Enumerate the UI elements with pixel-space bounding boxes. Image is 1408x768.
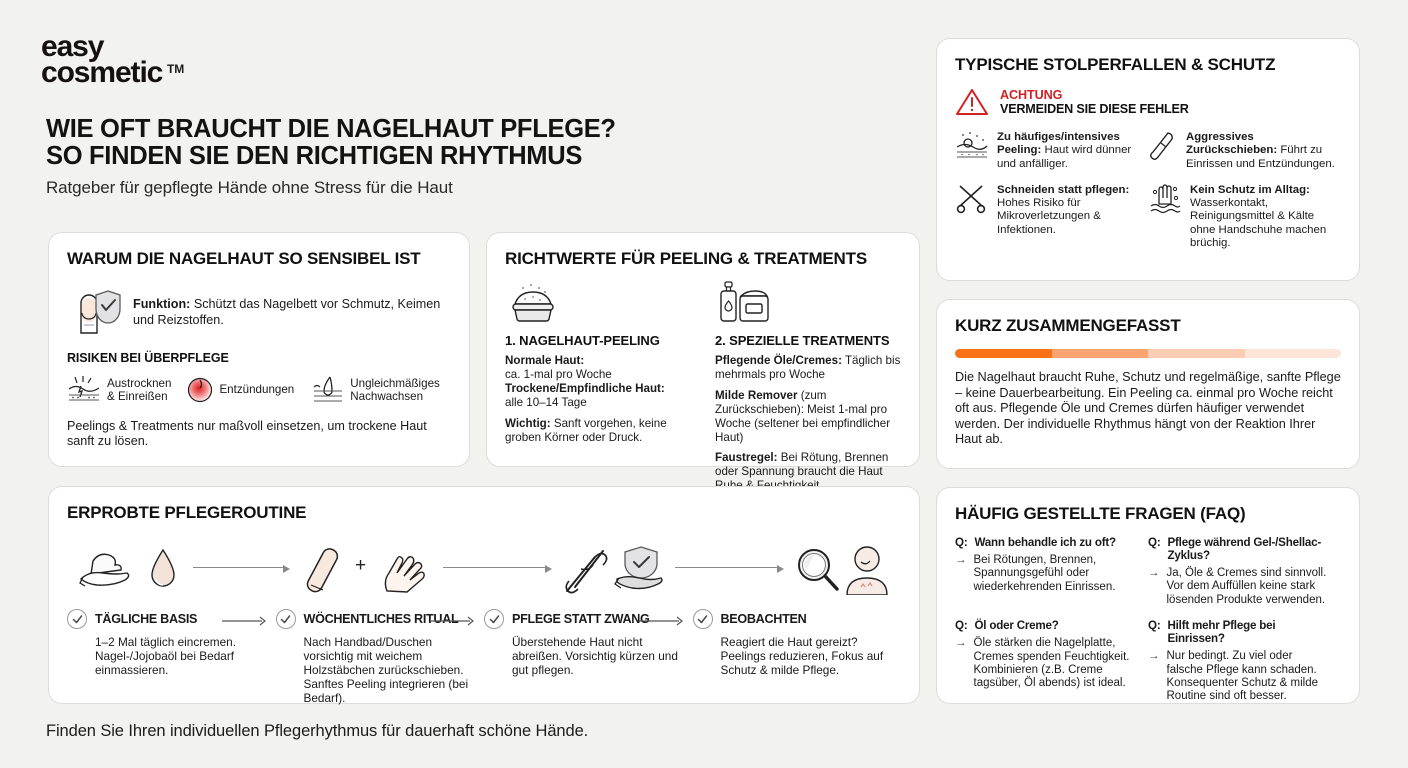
scrub-jar-icon: [505, 279, 691, 323]
card-title-why-sensitive: WARUM DIE NAGELHAUT SO SENSIBEL IST: [67, 249, 421, 268]
risk-label: Entzündungen: [219, 383, 295, 397]
warning-title: ACHTUNG: [1000, 88, 1063, 102]
pitfall-item: [955, 131, 1148, 171]
gradient-segment-4: [1245, 349, 1342, 358]
function-description: Schützt das Nagelbett vor Schmutz, Keimen und Reizstoffen.: [133, 297, 441, 327]
risk-item: [67, 375, 171, 405]
gradient-segment-1: [955, 349, 1052, 358]
check-icon: [67, 609, 87, 629]
routine-step-body: Nach Handbad/Duschen vorsichtig mit weichem Holzstäbchen zurückschieben. Sanftes Peeling integrieren (bei Bedarf).: [303, 635, 469, 705]
check-icon: [693, 609, 713, 629]
risk-item: [187, 377, 294, 403]
brand-logo: [41, 30, 185, 89]
faq-item: [955, 536, 1148, 607]
cream-on-hand-icon: [77, 549, 139, 595]
brand-line-1: easy: [41, 30, 104, 63]
function-text: [133, 283, 451, 328]
plus-sign: +: [355, 555, 367, 576]
risk-label: Austrocknen & Einreißen: [107, 376, 172, 403]
pitfall-text: Aggressives Zurückschieben: Führt zu Einrissen und Entzündungen.: [1186, 131, 1335, 170]
faq-q-marker: Q:: [955, 536, 968, 549]
routine-step-title: WÖCHENTLICHES RITUAL: [303, 612, 459, 626]
check-icon: [484, 609, 504, 629]
routine-arrow-3: [675, 567, 779, 568]
faq-answer: → Ja, Öle & Cremes sind sinnvoll. Vor dem Auffüllen keine stark lösenden Produkte verwenden.: [1148, 567, 1327, 606]
faq-q-marker: Q:: [1148, 536, 1161, 549]
trademark-symbol: TM: [166, 62, 185, 76]
risk-label: Ungleichmäßiges Nachwachsen: [350, 376, 440, 403]
routine-steps: [67, 609, 901, 705]
warning-subtitle: VERMEIDEN SIE DIESE FEHLER: [1000, 102, 1189, 116]
faq-item: [1148, 536, 1341, 607]
card-guideline-values: [486, 232, 920, 479]
function-label: Funktion:: [133, 297, 191, 311]
routine-step: [67, 609, 276, 705]
scissors-icon: [955, 184, 989, 250]
routine-step-body: Überstehende Haut nicht abreißen. Vorsichtig kürzen und gut pflegen.: [512, 635, 678, 677]
routine-step: [484, 609, 693, 705]
faq-a-marker: →: [1148, 567, 1160, 579]
risks-heading: RISIKEN BEI ÜBERPFLEGE: [67, 351, 229, 365]
pitfall-text: Zu häufiges/intensives Peeling: Haut wird dünner und anfälliger.: [997, 131, 1132, 170]
faq-item: [1148, 619, 1341, 704]
gradient-segment-3: [1148, 349, 1245, 358]
summary-text: Die Nagelhaut braucht Ruhe, Schutz und regelmäßige, sanfte Pflege – keine Dauerbearbeitung. Ein Peeling ca. einmal pro Woche reicht oft aus. Pflegende Öle und Cremes dürfen häufiger verwendet werden. Der individuelle Rhythmus hängt von der Reaktion Ihrer Haut ab.: [955, 370, 1341, 447]
uneven-regrowth-icon: [310, 375, 344, 405]
page-subtitle: Ratgeber für gepflegte Hände ohne Stress für die Haut: [46, 178, 453, 197]
faq-q-marker: Q:: [955, 619, 968, 633]
faq-a-marker: →: [955, 554, 967, 566]
card-title-guideline-values: RICHTWERTE FÜR PEELING & TREATMENTS: [505, 249, 867, 268]
routine-arrow-head-2: [545, 565, 552, 573]
faq-question: Q: Öl oder Creme?: [955, 619, 1059, 633]
faq-a-marker: →: [955, 637, 967, 650]
faq-question: Q: Pflege während Gel-/Shellac-Zyklus?: [1148, 536, 1322, 562]
routine-step-title: PFLEGE STATT ZWANG: [512, 612, 650, 626]
routine-step: [276, 609, 485, 705]
title-line-1: WIE OFT BRAUCHT DIE NAGELHAUT PFLEGE?: [46, 115, 616, 143]
guideline-heading-2: 2. SPEZIELLE TREATMENTS: [715, 333, 890, 348]
pitfall-item: [1148, 184, 1341, 250]
faq-a-marker: →: [1148, 650, 1160, 663]
routine-step: [693, 609, 902, 705]
nail-clipper-icon: [561, 545, 615, 595]
guideline-tip-1: Wichtig: Sanft vorgehen, keine groben Körner oder Druck.: [505, 416, 667, 444]
faq-grid: [955, 536, 1341, 716]
card-care-routine: [48, 486, 920, 704]
title-line-2: SO FINDEN SIE DEN RICHTIGEN RHYTHMUS: [46, 141, 583, 170]
brand-line-2: cosmetic: [41, 56, 163, 89]
inflammation-icon: [187, 377, 213, 403]
function-row: [67, 283, 451, 335]
card-title-summary: KURZ ZUSAMMENGEFASST: [955, 316, 1181, 335]
hand-water-icon: [1148, 184, 1182, 250]
guideline-column-peeling: [505, 279, 691, 500]
gradient-segment-2: [1052, 349, 1149, 358]
faq-question: Q: Hilft mehr Pflege bei Einrissen?: [1148, 619, 1276, 646]
routine-arrow-head-3: [777, 565, 784, 573]
step-arrow-icon: [639, 615, 687, 627]
risks-row: [67, 375, 451, 405]
pitfall-text: Schneiden statt pflegen: Hohes Risiko für Mikroverletzungen & Infektionen.: [997, 183, 1130, 236]
pitfalls-grid: [955, 131, 1341, 263]
skin-check-icon: [841, 545, 893, 595]
pitfall-item: [1148, 131, 1341, 171]
routine-step-title: BEOBACHTEN: [720, 612, 807, 626]
step-arrow-icon: [222, 615, 270, 627]
faq-answer: → Öle stärken die Nagelplatte, Cremes spenden Feuchtigkeit. Kombinieren (z.B. Creme tagsüber, Öl abends) ist ideal.: [955, 637, 1130, 690]
guideline-lines-1: Normale Haut: ca. 1-mal pro Woche Trockene/Empfindliche Haut: alle 10–14 Tage: [505, 354, 665, 409]
routine-arrow-1: [193, 567, 285, 568]
card-why-sensitive: [48, 232, 470, 467]
card-title-care-routine: ERPROBTE PFLEGEROUTINE: [67, 503, 307, 522]
page-title: [46, 116, 616, 169]
faq-answer: → Bei Rötungen, Brennen, Spannungsgefühl oder wiederkehrenden Einrissen.: [955, 554, 1116, 593]
guideline-lines-2b: Milde Remover (zum Zurückschieben): Meist 1-mal pro Woche (seltener bei empfindlicher Haut): [715, 388, 891, 444]
hand-icon: [379, 547, 429, 595]
guideline-column-treatments: [715, 279, 901, 500]
routine-icon-flow: [67, 535, 901, 595]
protected-nail-shield-icon: [67, 283, 123, 335]
guideline-heading-1: 1. NAGELHAUT-PEELING: [505, 333, 660, 348]
summary-gradient-bar: [955, 349, 1341, 358]
footer-note: Finden Sie Ihren individuellen Pflegerhythmus für dauerhaft schöne Hände.: [46, 722, 589, 740]
routine-arrow-2: [443, 567, 547, 568]
guideline-tip-2: Faustregel: Bei Rötung, Brennen oder Spannung braucht die Haut: [715, 451, 889, 479]
card-faq: [936, 487, 1360, 704]
warning-triangle-icon: [955, 87, 989, 117]
routine-step-body: 1–2 Mal täglich eincremen. Nagel-/Jojobaöl bei Bedarf einmassieren.: [95, 635, 236, 677]
routine-step-title: TÄGLICHE BASIS: [95, 612, 198, 626]
faq-item: [955, 619, 1148, 704]
oil-and-cream-icon: [715, 279, 901, 323]
cuticle-pusher-icon: [1148, 131, 1178, 171]
guideline-lines-2a: Pflegende Öle/Cremes: Täglich bis mehrmals pro Woche: [715, 354, 901, 381]
risks-closing-text: Peelings & Treatments nur maßvoll einsetzen, um trockene Haut sanft zu lösen.: [67, 419, 427, 449]
card-title-common-pitfalls: TYPISCHE STOLPERFALLEN & SCHUTZ: [955, 55, 1276, 74]
routine-arrow-head-1: [283, 565, 290, 573]
dry-cracked-skin-icon: [67, 375, 101, 405]
card-common-pitfalls: [936, 38, 1360, 281]
oil-drop-icon: [145, 547, 181, 595]
peeling-skin-icon: [955, 131, 989, 171]
step-arrow-icon: [430, 615, 478, 627]
shield-hand-icon: [613, 545, 669, 595]
magnifier-icon: [793, 545, 843, 595]
faq-q-marker: Q:: [1148, 619, 1161, 633]
faq-answer: → Nur bedingt. Zu viel oder falsche Pflege kann schaden. Konsequenter Schutz & milde Routine sind oft besser.: [1148, 650, 1319, 703]
pitfall-text: Kein Schutz im Alltag: Wasserkontakt, Reinigungsmittel & Kälte ohne Handschuhe machen brüchig.: [1190, 183, 1327, 250]
pitfall-item: [955, 184, 1148, 250]
card-summary: [936, 299, 1360, 469]
check-icon: [276, 609, 296, 629]
card-title-faq: HÄUFIG GESTELLTE FRAGEN (FAQ): [955, 504, 1246, 523]
routine-step-body: Reagiert die Haut gereizt? Peelings reduzieren, Fokus auf Schutz & milde Pflege.: [720, 635, 884, 677]
nail-file-icon: [301, 545, 347, 595]
faq-question: Q: Wann behandle ich zu oft?: [955, 536, 1116, 549]
risk-item: [310, 375, 440, 405]
warning-banner: [955, 87, 1341, 117]
